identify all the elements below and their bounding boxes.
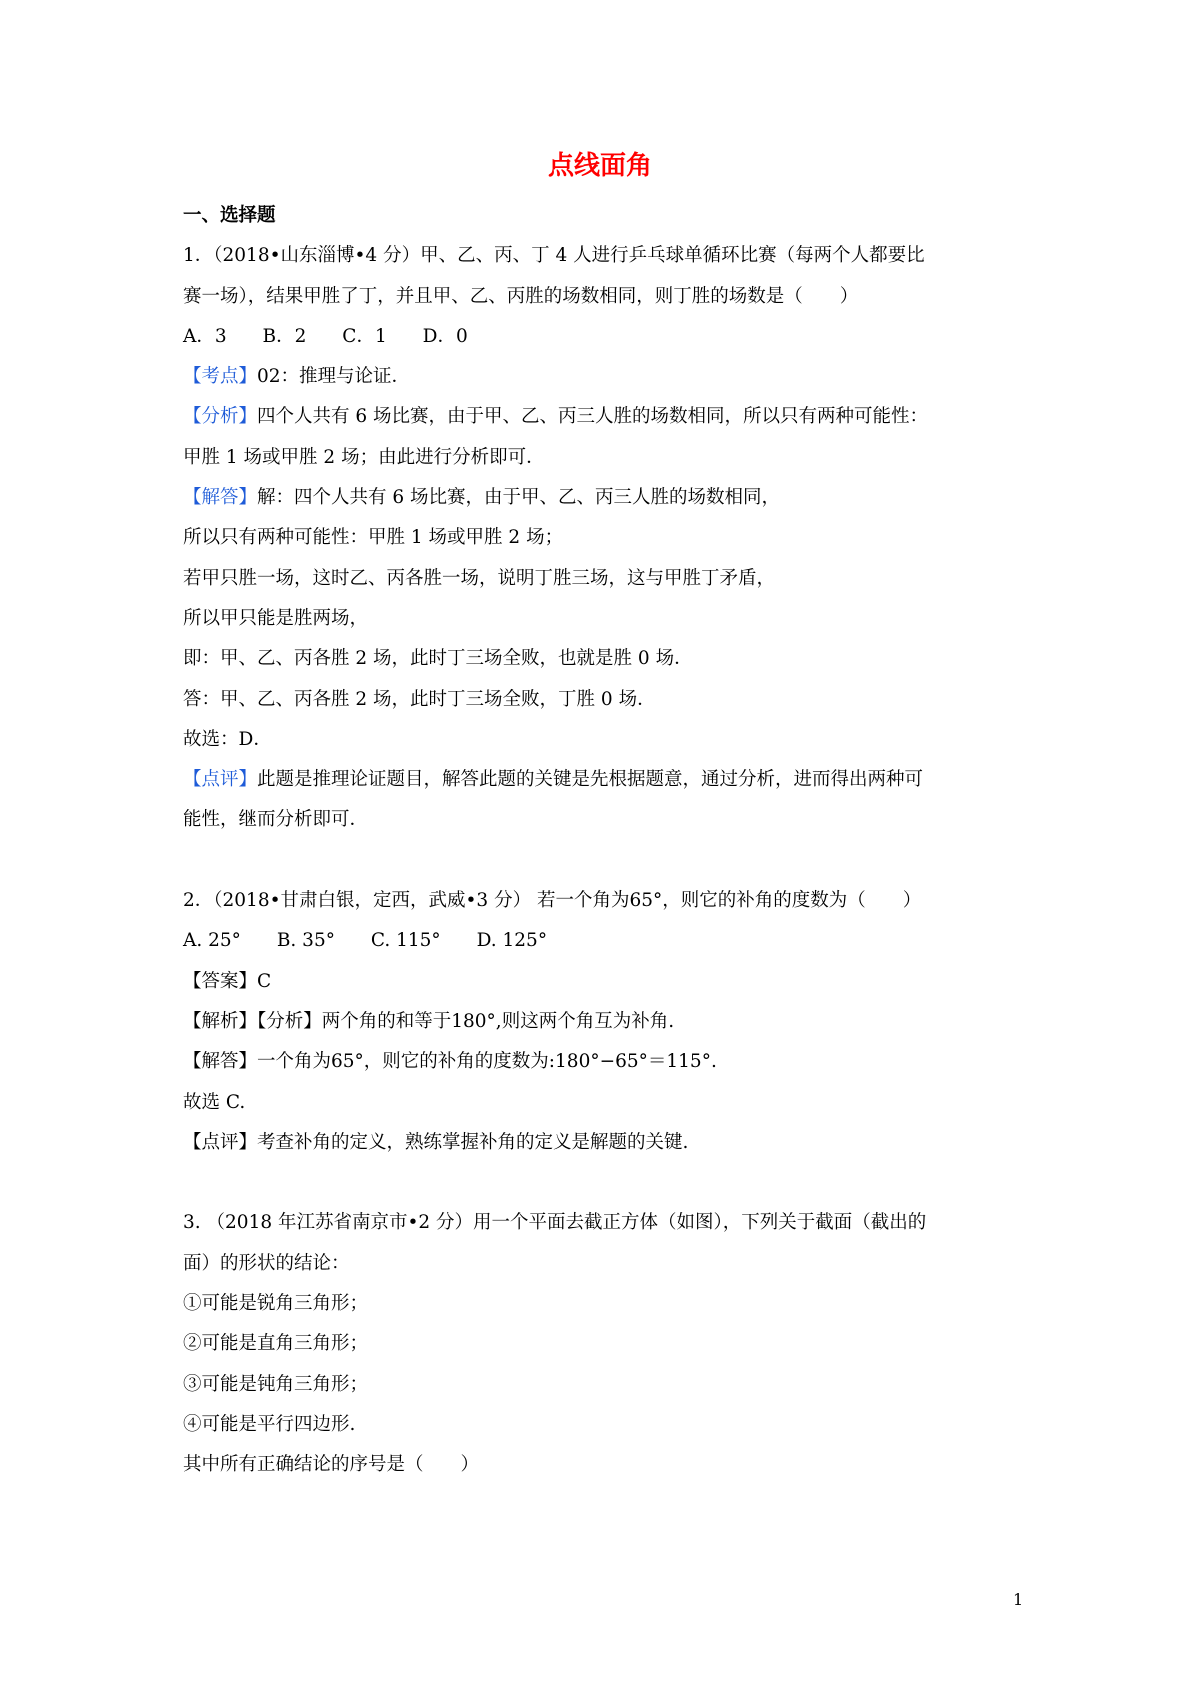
q2-option-a: A. 25°: [183, 930, 241, 952]
kaodian-tag: 【考点】: [183, 366, 258, 388]
fenxi-text: 四个人共有 6 场比赛，由于甲、乙、丙三人胜的场数相同，所以只有两种可能性：: [257, 406, 929, 428]
q1-jieda-line-3: 若甲只胜一场，这时乙、丙各胜一场，说明丁胜三场，这与甲胜丁矛盾，: [183, 567, 776, 589]
q1-jieda-line-5: 即：甲、乙、丙各胜 2 场，此时丁三场全败，也就是胜 0 场．: [183, 648, 693, 670]
q2-option-b: B. 35°: [276, 930, 335, 952]
q3-item-3: ③可能是钝角三角形；: [183, 1373, 369, 1395]
q2-options: [183, 921, 1043, 961]
q1-fenxi-line-2: 甲胜 1 场或甲胜 2 场；由此进行分析即可．: [183, 446, 545, 468]
q2-option-c: C. 115°: [370, 930, 441, 952]
q1-options: [183, 317, 1043, 357]
dianping-tag: 【点评】: [183, 769, 258, 791]
q1-option-d: D．0: [422, 325, 468, 347]
q2-stem: 2．（2018•甘肃白银，定西，武威•3 分） 若一个角为65°，则它的补角的度数为（ ）: [183, 890, 922, 912]
q2-jiexi: 【解析】【分析】两个角的和等于180°,则这两个角互为补角.: [183, 1010, 675, 1032]
q1-jieda-line-6: 答：甲、乙、丙各胜 2 场，此时丁三场全败，丁胜 0 场．: [183, 688, 656, 710]
page-number: 1: [1013, 1590, 1024, 1609]
q2-option-d: D. 125°: [476, 930, 548, 952]
q1-kaodian: [183, 357, 1043, 397]
q1-option-b: B．2: [262, 325, 307, 347]
jieda-tag: 【解答】: [183, 487, 258, 509]
q2-answer: 【答案】C: [183, 970, 272, 992]
page-title: 点线面角: [547, 151, 652, 181]
q1-jieda-line-4: 所以甲只能是胜两场，: [183, 607, 369, 629]
q3-item-4: ④可能是平行四边形.: [183, 1413, 356, 1435]
q3-item-1: ①可能是锐角三角形；: [183, 1293, 369, 1315]
jieda-text: 解：四个人共有 6 场比赛，由于甲、乙、丙三人胜的场数相同，: [257, 487, 781, 509]
q1-dianping-line-2: 能性，继而分析即可．: [183, 809, 369, 831]
dianping-text: 此题是推理论证题目，解答此题的关键是先根据题意，通过分析，进而得出两种可: [257, 769, 924, 791]
q2-jieda: 【解答】一个角为65°，则它的补角的度数为:180°−65°＝115°.: [183, 1051, 717, 1073]
q1-jieda: [183, 478, 1043, 518]
q1-stem-line-1: 1．（2018•山东淄博•4 分）甲、乙、丙、丁 4 人进行乒乓球单循环比赛（每两个人都要比: [183, 245, 925, 267]
q1-option-a: A．3: [183, 325, 227, 347]
section-heading: 一、选择题: [183, 205, 276, 226]
fenxi-tag: 【分析】: [183, 406, 258, 428]
q3-stem-line-1: 3. （2018 年江苏省南京市•2 分）用一个平面去截正方体（如图），下列关于截面（截出的: [183, 1212, 927, 1234]
q3-question: 其中所有正确结论的序号是（ ）: [183, 1454, 480, 1476]
q3-stem-line-2: 面）的形状的结论：: [183, 1252, 350, 1274]
q1-fenxi: [183, 397, 1043, 437]
document-content: [183, 196, 1043, 1486]
q1-stem-line-2: 赛一场），结果甲胜了丁，并且甲、乙、丙胜的场数相同，则丁胜的场数是（ ）: [183, 285, 859, 307]
q2-dianping: 【点评】考查补角的定义，熟练掌握补角的定义是解题的关键.: [183, 1131, 689, 1153]
q3-item-2: ②可能是直角三角形；: [183, 1333, 369, 1355]
q1-option-c: C．1: [342, 325, 387, 347]
q1-jieda-line-2: 所以只有两种可能性：甲胜 1 场或甲胜 2 场；: [183, 527, 564, 549]
q1-dianping: [183, 760, 1043, 800]
q2-guxuan: 故选 C.: [183, 1091, 246, 1113]
kaodian-text: 02：推理与论证．: [257, 366, 411, 388]
q1-jieda-line-7: 故选：D．: [183, 728, 272, 750]
